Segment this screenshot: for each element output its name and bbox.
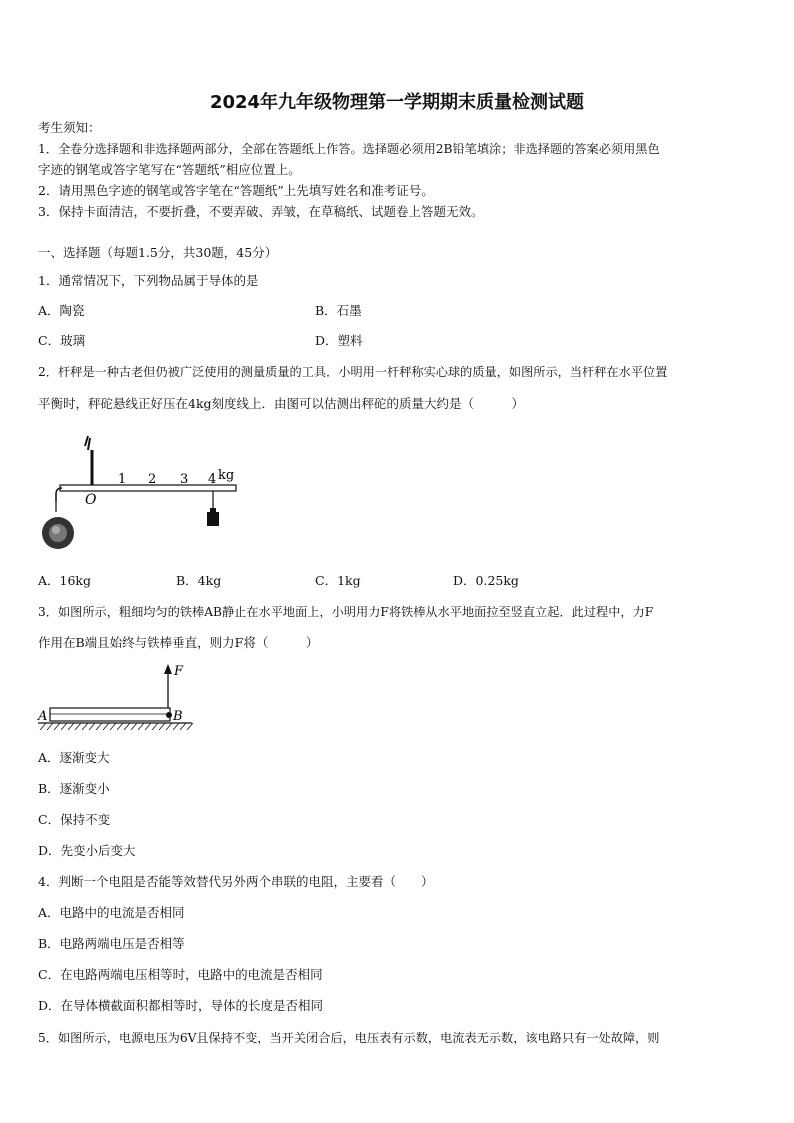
scale-unit: kg <box>218 468 235 483</box>
ground-hatch-line <box>89 723 95 730</box>
section-heading: 一、选择题（每题1.5分，共30题，45分） <box>38 245 278 260</box>
q1-stem: 1．通常情况下，下列物品属于导体的是 <box>38 273 259 288</box>
q1-option-d: D．塑料 <box>315 333 363 348</box>
q1-option-a: A．陶瓷 <box>38 303 85 318</box>
ground-hatch-line <box>187 723 193 730</box>
ground-hatch-line <box>138 723 144 730</box>
q2-option-c: C．1kg <box>315 573 361 588</box>
ground-hatch-line <box>40 723 46 730</box>
ground-hatch-line <box>47 723 53 730</box>
notice-heading: 考生须知： <box>38 120 101 135</box>
q2-option-d: D．0.25kg <box>453 573 519 588</box>
q3-option-b: B．逐渐变小 <box>38 781 110 796</box>
ground-hatch-line <box>159 723 165 730</box>
q3-option-a: A．逐渐变大 <box>38 750 110 765</box>
ground-hatch-line <box>173 723 179 730</box>
pivot-label: O <box>85 492 97 508</box>
ground-hatch-line <box>96 723 102 730</box>
q4-option-b: B．电路两端电压是否相等 <box>38 936 185 951</box>
ground-hatch-line <box>61 723 67 730</box>
q4-option-d: D．在导体横截面积都相等时，导体的长度是否相同 <box>38 998 324 1013</box>
notice-item-2: 2．请用黑色字迹的钢笔或答字笔在“答题纸”上先填写姓名和准考证号。 <box>38 183 434 198</box>
ground-hatch-line <box>145 723 151 730</box>
q2-line-2: 平衡时，秤砣悬线正好压在4kg刻度线上．由图可以估测出秤砣的质量大约是（ ） <box>38 396 525 411</box>
q3-option-c: C．保持不变 <box>38 812 111 827</box>
ground-hatch-line <box>180 723 186 730</box>
page-title: 2024年九年级物理第一学期期末质量检测试题 <box>209 92 585 113</box>
q3-option-d: D．先变小后变大 <box>38 843 136 858</box>
scale-label-1: 1 <box>118 472 127 487</box>
q2-option-a: A．16kg <box>38 573 92 588</box>
end-label-a: A <box>38 709 48 724</box>
q1-option-c: C．玻璃 <box>38 333 86 348</box>
end-label-b: B <box>173 709 183 724</box>
iron-bar-figure <box>36 660 196 738</box>
ground-hatch-line <box>68 723 74 730</box>
ground-hatch-line <box>75 723 81 730</box>
q2-line-1: 2．杆秤是一种古老但仍被广泛使用的测量质量的工具．小明用一杆秤称实心球的质量，如图所示，当杆秤在水平位置 <box>38 365 668 379</box>
q4-stem: 4．判断一个电阻是否能等效替代另外两个串联的电阻，主要看（ ） <box>38 874 434 889</box>
scale-label-2: 2 <box>148 472 157 487</box>
q1-option-b: B．石墨 <box>315 303 362 318</box>
ground-hatch-line <box>152 723 158 730</box>
notice-item-1-line-2: 字迹的钢笔或答字笔写在“答题纸”相应位置上。 <box>38 162 301 177</box>
ground-hatch-line <box>166 723 172 730</box>
ground-hatch-line <box>131 723 137 730</box>
steelyard-figure <box>38 430 248 560</box>
ground-hatch-line <box>54 723 60 730</box>
q5-line-1: 5．如图所示，电源电压为6V且保持不变，当开关闭合后，电压表有示数，电流表无示数，该电路只有一处故障，则 <box>38 1031 660 1045</box>
q2-option-b: B．4kg <box>176 573 222 588</box>
scale-label-4: 4 <box>208 472 217 487</box>
scale-label-3: 3 <box>180 472 189 487</box>
notice-item-3: 3．保持卡面清洁，不要折叠，不要弄破、弄皱，在草稿纸、试题卷上答题无效。 <box>38 204 484 219</box>
ground-hatch-line <box>82 723 88 730</box>
q3-line-2: 作用在B端且始终与铁棒垂直，则力F将（ ） <box>38 635 319 650</box>
force-label: F <box>174 664 184 679</box>
q4-option-a: A．电路中的电流是否相同 <box>38 905 185 920</box>
ground-hatch-line <box>103 723 109 730</box>
q3-line-1: 3．如图所示，粗细均匀的铁棒AB静止在水平地面上，小明用力F将铁棒从水平地面拉至竖直立起．此过程中，力F <box>38 605 654 619</box>
ground-hatch-line <box>117 723 123 730</box>
ground-hatch-line <box>110 723 116 730</box>
notice-item-1-line-1: 1．全卷分选择题和非选择题两部分，全部在答题纸上作答。选择题必须用2B铅笔填涂；非选择题的答案必须用黑色 <box>38 142 660 156</box>
ground-hatch-line <box>124 723 130 730</box>
q4-option-c: C．在电路两端电压相等时，电路中的电流是否相同 <box>38 967 323 982</box>
